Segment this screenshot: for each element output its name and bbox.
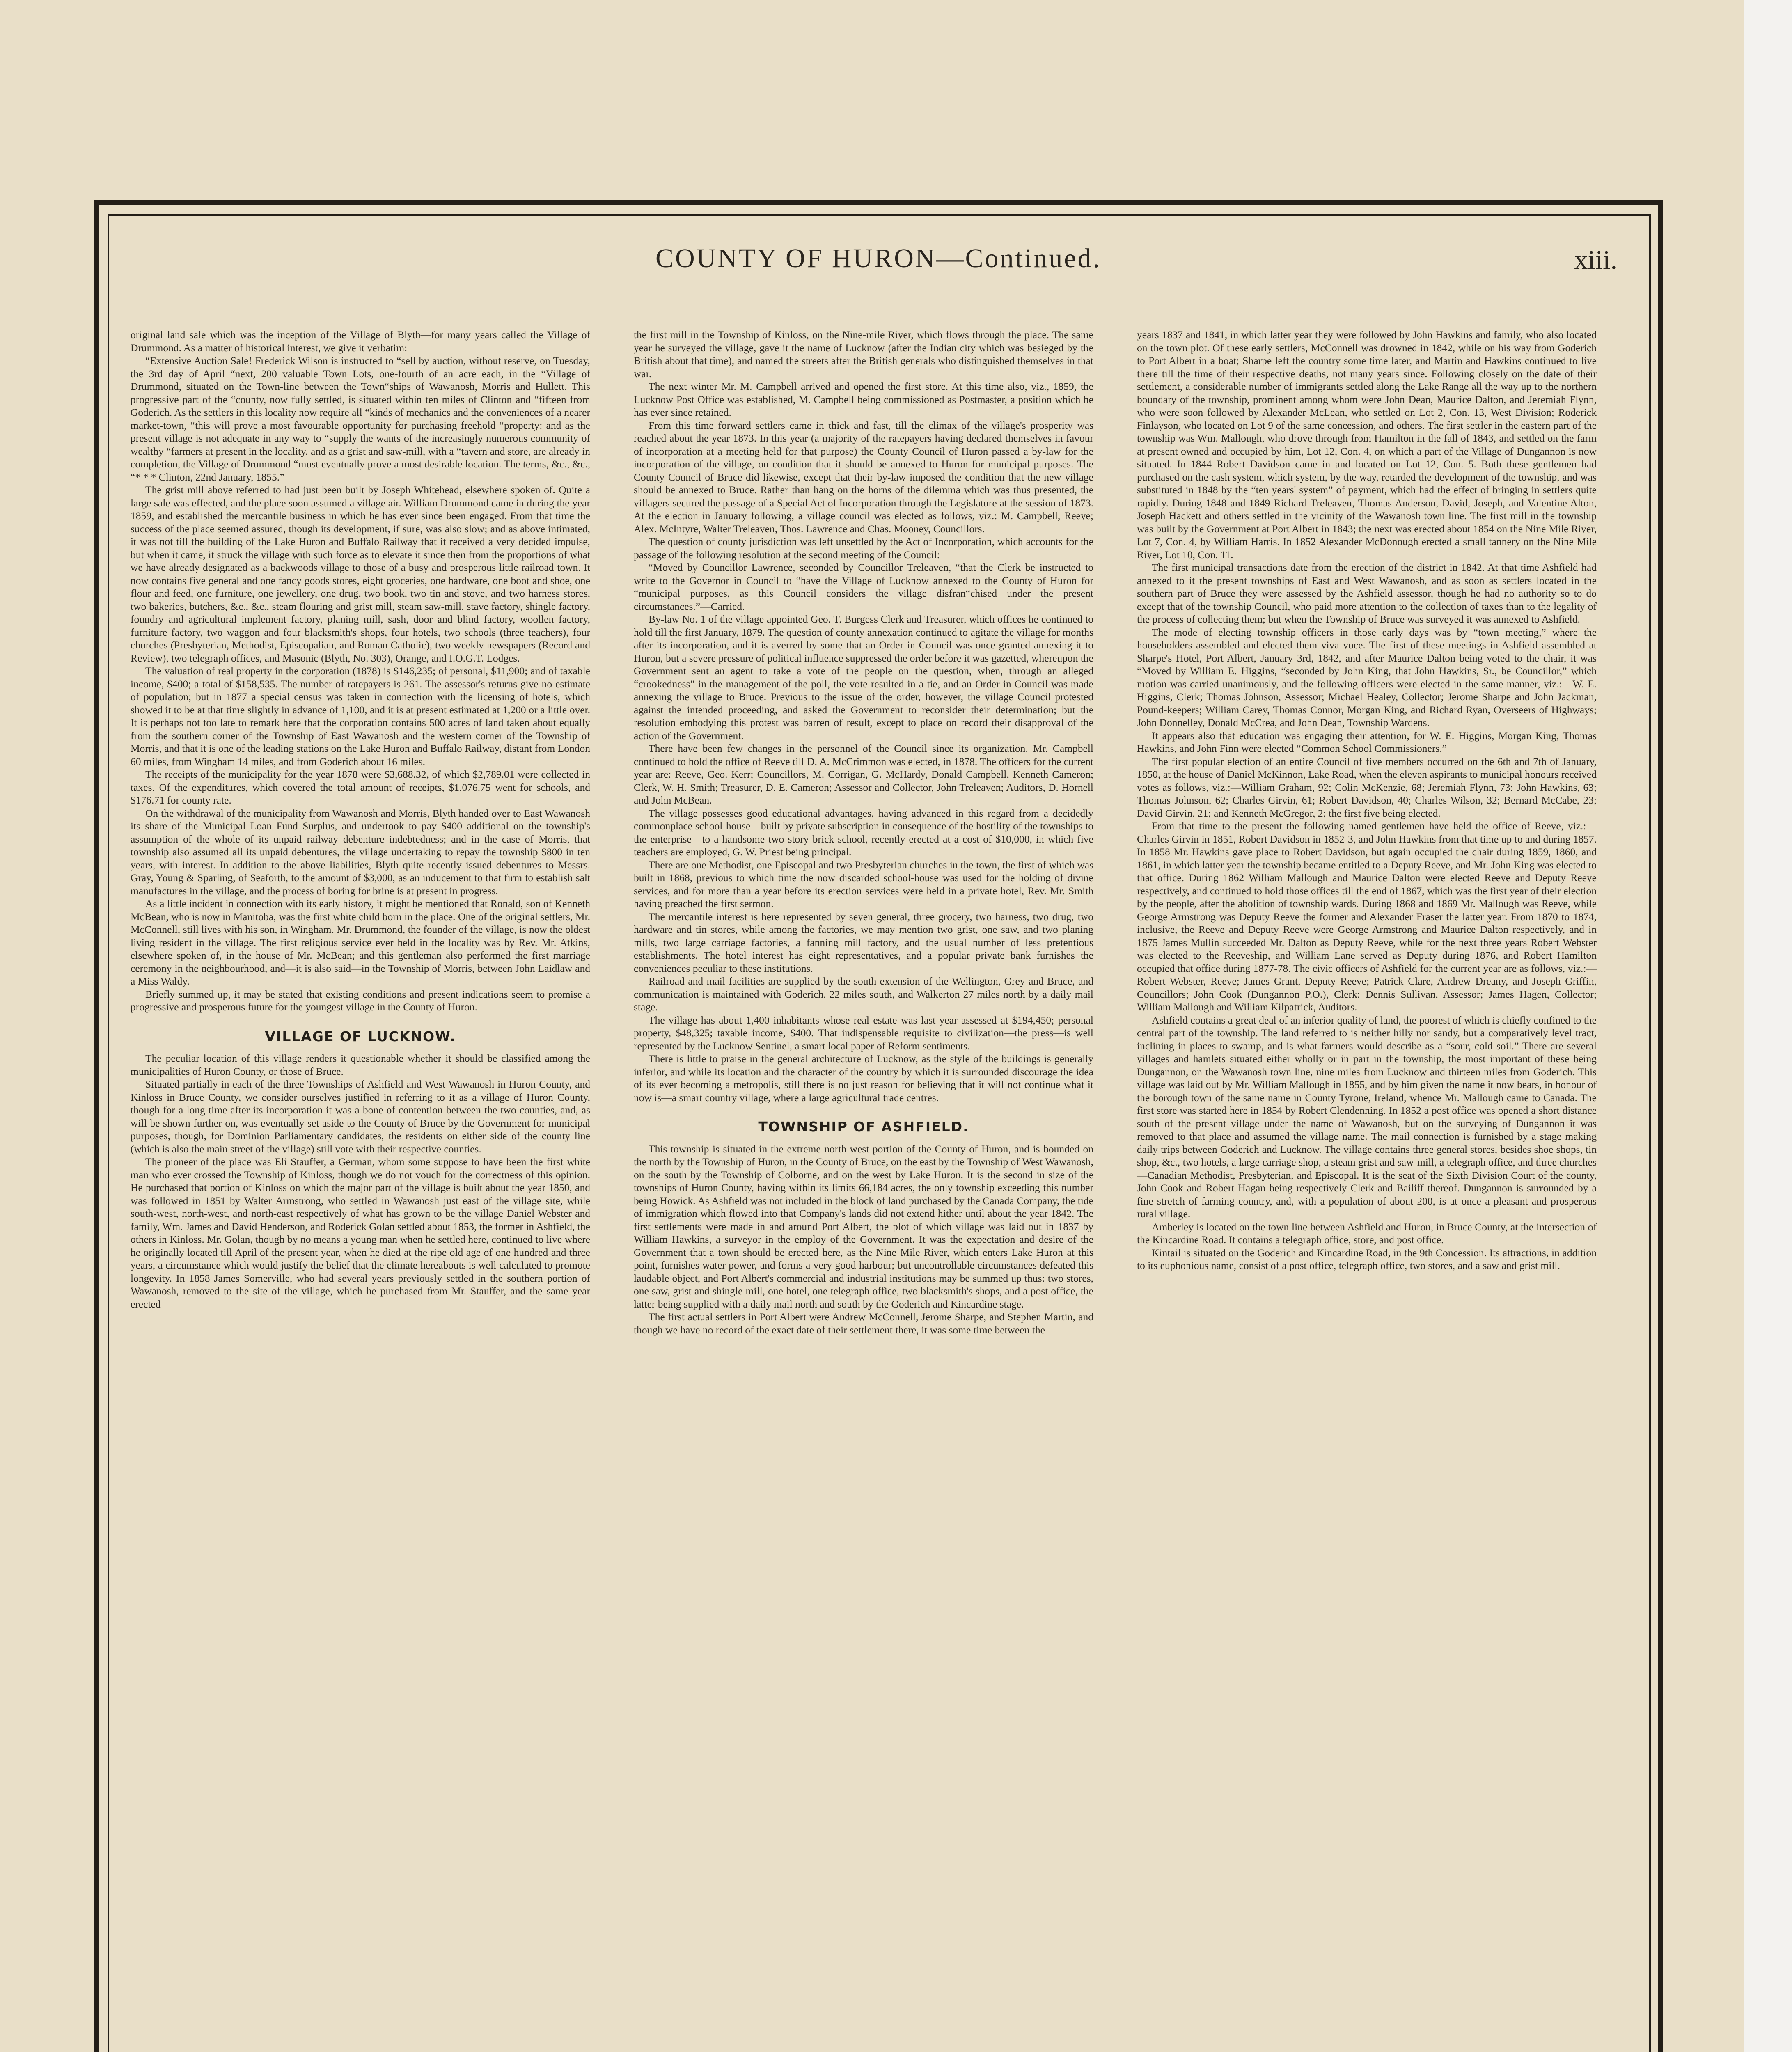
paragraph: The valuation of real property in the corporation (1878) is $146,235; of personal, $11,900; and of taxable income, $400; a total of $158,535. The number of ratepayers is 261. The assessor's returns give no estimate of population; but in 1877 a special census was taken in connection with the licensing of hotels, which showed it to be at that time slightly in advance of 1,100, and it is at present estimated at 1,200 or a little over. It is perhaps not too late to remark here that the corporation contains 500 acres of land taken about equally from the southern corner of the Township of East Wawanosh and the western corner of the Township of Morris, and that it is one of the leading stations on the Lake Huron and Buffalo Railway, distant from London 60 miles, from Wingham 14 miles, and from Goderich about 16 miles. <box>131 665 590 767</box>
paragraph: From this time forward settlers came in thick and fast, till the climax of the village's prosperity was reached about the year 1873. In this year (a majority of the ratepayers having declared themselves in favour of incorporation at a meeting held for that purpose) the County Council of Huron passed a by-law for the incorporation of the village, on condition that it should be annexed to Huron for municipal purposes. The County Council of Bruce did likewise, except that their by-law imposed the condition that the new village should be annexed to Bruce. Rather than hang on the horns of the dilemma which was thus presented, the villagers secured the passage of a Special Act of Incorporation through the Legislature at the session of 1873. At the election in January following, a village council was elected as follows, viz.: M. Campbell, Reeve; Alex. McIntyre, Walter Treleaven, Thos. Lawrence and Chas. Mooney, Councillors. <box>634 419 1093 535</box>
section-heading-ashfield: TOWNSHIP OF ASHFIELD. <box>758 1119 969 1135</box>
paragraph: The next winter Mr. M. Campbell arrived and opened the first store. At this time also, viz., 1859, the Lucknow Post Office was established, M. Campbell being commissioned as Postmaster, a position which he has ever since retained. <box>634 380 1093 418</box>
text-column-3 <box>1137 328 1597 2048</box>
paragraph: “Moved by Councillor Lawrence, seconded by Councillor Treleaven, “that the Clerk be instructed to write to the Governor in Council to “have the Village of Lucknow annexed to the County of Huron for “municipal purposes, as this Council considers the village disfran“chised under the present circumstances.”—Carried. <box>634 561 1093 612</box>
paragraph: The mode of electing township officers in those early days was by “town meeting,” where the householders assembled and elected them viva voce. The first of these meetings in Ashfield assembled at Sharpe's Hotel, Port Albert, January 3rd, 1842, and after Maurice Dalton being voted to the chair, it was “Moved by William E. Higgins, “seconded by John King, that John Hawkins, Sr., be Councillor,” which motion was carried unanimously, and the following officers were elected in the same manner, viz.:—W. E. Higgins, Clerk; Thomas Johnson, Assessor; Michael Healey, Collector; Jerome Sharpe and John Jackman, Pound-keepers; William Carey, Thomas Connor, Morgan King, and Richard Ryan, Overseers of Highways; John Donnelley, Donald McCrea, and John Dean, Township Wardens. <box>1137 626 1597 728</box>
paragraph: On the withdrawal of the municipality from Wawanosh and Morris, Blyth handed over to East Wawanosh its share of the Municipal Loan Fund Surplus, and undertook to pay $400 additional on the township's assumption of the whole of its unpaid railway debenture indebtedness; and in the case of Morris, that township also assumed all its unpaid debentures, the village undertaking to repay the township $800 in ten years, with interest. In addition to the above liabilities, Blyth quite recently issued debentures to Messrs. Gray, Young & Sparling, of Seaforth, to the amount of $3,000, as an inducement to that firm to establish salt manufactures in the village, and the process of boring for brine is at present in progress. <box>131 807 590 897</box>
paragraph: There are one Methodist, one Episcopal and two Presbyterian churches in the town, the first of which was built in 1868, previous to which time the now discarded school-house was used for the holding of divine services, and for more than a year before its erection services were held in a private hotel, Rev. Mr. Smith having preached the first sermon. <box>634 859 1093 909</box>
paragraph: Kintail is situated on the Goderich and Kincardine Road, in the 9th Concession. Its attractions, in addition to its euphonious name, consist of a post office, telegraph office, two stores, and a saw and grist mill. <box>1137 1246 1597 1271</box>
paragraph: As a little incident in connection with its early history, it might be mentioned that Ronald, son of Kenneth McBean, who is now in Manitoba, was the first white child born in the place. One of the original settlers, Mr. McConnell, still lives with his son, in Wingham. Mr. Drummond, the founder of the village, is now the oldest living resident in the village. The first religious service ever held in the locality was by Rev. Mr. Atkins, elsewhere spoken of, in the house of Mr. McBean; and this gentleman also performed the first marriage ceremony in the neighbourhood, and—it is also said—in the Township of Morris, between John Laidlaw and a Miss Waldy. <box>131 898 590 987</box>
paragraph: The grist mill above referred to had just been built by Joseph Whitehead, elsewhere spoken of. Quite a large sale was effected, and the place soon assumed a village air. William Drummond came in during the year 1859, and established the mercantile business in which he has ever since been engaged. From that time the success of the place seemed assured, though its development, if sure, was also slow; and as above intimated, it was not till the building of the Lake Huron and Buffalo Railway that it received a very decided impulse, but when it came, it struck the village with such force as to elevate it since then from the proportions of what we have already designated as a backwoods village to those of a busy and prosperous little railroad town. It now contains five general and one fancy goods stores, eight groceries, one hardware, one boot and shoe, one flour and feed, one furniture, one jewellery, one drug, two book, two tin and stove, and two harness stores, two bakeries, butchers, &c., &c., steam flouring and grist mill, steam saw-mill, stave factory, shingle factory, foundry and agricultural implement factory, planing mill, sash, door and blind factory, woollen factory, furniture factory, two waggon and four blacksmith's shops, four hotels, two schools (three teachers), four churches (Presbyterian, Methodist, Episcopalian, and Roman Catholic), two weekly newspapers (Record and Review), two telegraph offices, and Masonic (Blyth, No. 303), Orange, and I.O.G.T. Lodges. <box>131 484 590 664</box>
paragraph: The receipts of the municipality for the year 1878 were $3,688.32, of which $2,789.01 were collected in taxes. Of the expenditures, which covered the total amount of receipts, $1,076.75 went for schools, and $176.71 for county rate. <box>131 768 590 806</box>
paragraph: From that time to the present the following named gentlemen have held the office of Reeve, viz.:—Charles Girvin in 1851, Robert Davidson in 1852-3, and John Hawkins from that time up to and during 1857. In 1858 Mr. Hawkins gave place to Robert Davidson, but again occupied the chair during 1859, 1860, and 1861, in which latter year the township became entitled to a Deputy Reeve, and Mr. John King was elected to that office. During 1862 William Mallough and Maurice Dalton were elected Reeve and Deputy Reeve respectively, and continued to hold those offices till the end of 1867, which was the first year of their election by the people, after the abolition of township wards. During 1868 and 1869 Mr. Mallough was Reeve, while George Armstrong was Deputy Reeve the former and Alexander Fraser the latter year. From 1870 to 1874, inclusive, the Reeve and Deputy Reeve were George Armstrong and Maurice Dalton respectively, and in 1875 James Mullin succeeded Mr. Dalton as Deputy Reeve, while for the next three years Robert Webster was elected to the Reeveship, and William Lane served as Deputy during 1876, and Robert Hamilton occupied that office during 1877-78. The civic officers of Ashfield for the current year are as follows, viz.:—Robert Webster, Reeve; James Grant, Deputy Reeve; Patrick Clare, Andrew Dreany, and Joseph Griffin, Councillors; John Cook (Dungannon P.O.), Clerk; Dennis Sullivan, Assessor; James Hagen, Collector; William Mallough and William Kilpatrick, Auditors. <box>1137 820 1597 1013</box>
paragraph: The first actual settlers in Port Albert were Andrew McConnell, Jerome Sharpe, and Stephen Martin, and though we have no record of the exact date of their settlement there, it was some time between the <box>634 1311 1093 1336</box>
paragraph: the first mill in the Township of Kinloss, on the Nine-mile River, which flows through the place. The same year he surveyed the village, gave it the name of Lucknow (after the Indian city which was besieged by the British about that time), and named the streets after the British generals who distinguished themselves in that war. <box>634 329 1093 380</box>
page-margin-edge <box>1744 0 1792 2052</box>
paragraph: The village has about 1,400 inhabitants whose real estate was last year assessed at $194,450; personal property, $48,325; taxable income, $400. That indispensable requisite to civilization—the press—is well represented by the Lucknow Sentinel, a smart local paper of Reform sentiments. <box>634 1014 1093 1052</box>
paragraph: Briefly summed up, it may be stated that existing conditions and present indications seem to promise a progressive and prosperous future for the youngest village in the County of Huron. <box>131 988 590 1013</box>
text-column-1 <box>131 328 590 2048</box>
paragraph: years 1837 and 1841, in which latter year they were followed by John Hawkins and family, who also located on the town plot. Of these early settlers, McConnell was drowned in 1842, while on his way from Goderich to Port Albert in a boat; Sharpe left the country some time later, and Martin and Hawkins continued to live there till the time of their respective deaths, not many years since. Following closely on the date of their settlement, a considerable number of immigrants settled along the Lake Range all the way up to the northern boundary of the township, prominent among whom were John Dean, Maurice Dalton, and Jeremiah Flynn, who were soon followed by Alexander McLean, who settled on Lot 2, Con. 13, West Division; Roderick Finlayson, who located on Lot 9 of the same concession, and others. The first settler in the eastern part of the township was Wm. Mallough, who drove through from Hamilton in the fall of 1843, and settled on the farm at present owned and occupied by him, Lot 12, Con. 4, on which a part of the Village of Dungannon is now situated. In 1844 Robert Davidson came in and located on Lot 12, Con. 5. Both these gentlemen had purchased on the cash system, which system, by the way, retarded the development of the township, and was substituted in 1848 by the “ten years' system” of payment, which had the effect of bringing in settlers quite rapidly. During 1848 and 1849 Richard Treleaven, Thomas Anderson, David, Joseph, and Valentine Alton, Joseph Hackett and others settled in the vicinity of the Wawanosh town line. The first mill in the township was built by the Government at Port Albert in 1843; the next was erected about 1854 on the Nine Mile River, Lot 7, Con. 4, by William Harris. In 1852 Alexander McDonough erected a small tannery on the Nine Mile River, Lot 10, Con. 11. <box>1137 329 1597 561</box>
paragraph: The first popular election of an entire Council of five members occurred on the 6th and 7th of January, 1850, at the house of Daniel McKinnon, Lake Road, when the eleven aspirants to municipal honours received votes as follows, viz.:—William Graham, 92; Colin McKenzie, 68; Jeremiah Flynn, 73; John Hawkins, 63; Thomas Johnson, 62; Charles Girvin, 61; Robert Davidson, 40; Charles Wilson, 32; Bernard McCabe, 23; David Girvin, 21; and Kenneth McGregor, 2; the first five being elected. <box>1137 755 1597 819</box>
paragraph: The mercantile interest is here represented by seven general, three grocery, two harness, two drug, two hardware and tin stores, while among the factories, we may mention two grist, one saw, and two planing mills, two large carriage factories, a fanning mill factory, and the usual number of less pretentious establishments. The hotel interest has eight representatives, and a popular private bank furnishes the conveniences peculiar to these institutions. <box>634 910 1093 974</box>
paragraph: Situated partially in each of the three Townships of Ashfield and West Wawanosh in Huron County, and Kinloss in Bruce County, we consider ourselves justified in referring to it as a village of Huron County, though for a long time after its incorporation it was a bone of contention between the two counties, and, as will be shown further on, was eventually set aside to the County of Bruce by the Government for municipal purposes, though, for Dominion Parliamentary candidates, the residents on either side of the county line (which is also the main street of the village) still vote with their respective counties. <box>131 1078 590 1155</box>
paragraph: Railroad and mail facilities are supplied by the south extension of the Wellington, Grey and Bruce, and communication is maintained with Goderich, 22 miles south, and Walkerton 27 miles north by a daily mail stage. <box>634 975 1093 1013</box>
paragraph: original land sale which was the inception of the Village of Blyth—for many years called the Village of Drummond. As a matter of historical interest, we give it verbatim: <box>131 329 590 354</box>
text-column-2 <box>634 328 1093 2048</box>
paragraph: Amberley is located on the town line between Ashfield and Huron, in Bruce County, at the intersection of the Kincardine Road. It contains a telegraph office, store, and post office. <box>1137 1221 1597 1246</box>
paragraph: The question of county jurisdiction was left unsettled by the Act of Incorporation, which accounts for the passage of the following resolution at the second meeting of the Council: <box>634 536 1093 561</box>
paragraph: By-law No. 1 of the village appointed Geo. T. Burgess Clerk and Treasurer, which offices he continued to hold till the first January, 1879. The question of county annexation continued to agitate the village for months after its incorporation, and it is averred by some that an Order in Council was once granted annexing it to Huron, but a severe pressure of political influence suppressed the order before it was gazetted, whereupon the Government sent an agent to take a vote of the people on the question, when, through an alleged “crookedness” in the management of the poll, the vote resulted in a tie, and an Order in Council was made annexing the village to Bruce. Previous to the issue of the order, however, the village Council protested against the intended proceeding, and asked the Government to reconsider their determination; but the resolution embodying this protest was barren of result, except to place on record their disapproval of the action of the Government. <box>634 613 1093 742</box>
page-header <box>111 242 1646 287</box>
paragraph: The pioneer of the place was Eli Stauffer, a German, whom some suppose to have been the first white man who ever crossed the Township of Kinloss, though we do not vouch for the correctness of this opinion. He purchased that portion of Kinloss on which the major part of the village is built about the year 1850, and was followed in 1851 by Walter Armstrong, who settled in Wawanosh just east of the village site, while south-west, north-west, and north-east respectively of what has grown to be the village Daniel Webster and family, Wm. James and David Henderson, and Roderick Golan settled about 1853, the former in Ashfield, the others in Kinloss. Mr. Golan, though by no means a young man when he settled here, continued to live where he originally located till April of the present year, when he died at the ripe old age of one hundred and three years, a circumstance which would justify the belief that the climate hereabouts is well calculated to promote longevity. In 1858 James Somerville, who had several years previously settled in the southern portion of Wawanosh, removed to the site of the village, which he purchased from Mr. Stauffer, and the same year erected <box>131 1156 590 1310</box>
paragraph: “Extensive Auction Sale! Frederick Wilson is instructed to “sell by auction, without reserve, on Tuesday, the 3rd day of April “next, 200 valuable Town Lots, one-fourth of an acre each, in the “Village of Drummond, situated on the Town-line between the Town“ships of Wawanosh, Morris and Hullett. This progressive part of the “county, now fully settled, is situated within ten miles of Clinton and “fifteen from Goderich. As the settlers in this locality now require all “kinds of mechanics and the conveniences of a nearer market-town, “this will prove a most favourable opportunity for purchasing freehold “property: and as the present village is not adequate in any way to “supply the wants of the increasingly numerous community of wealthy “farmers at present in the locality, and as a grist and saw-mill, with a “tavern and store, are already in completion, the Village of Drummond “must eventually prove a most desirable location. The terms, &c., &c., “* * * Clinton, 22nd January, 1855.” <box>131 355 590 483</box>
paragraph: There is little to praise in the general architecture of Lucknow, as the style of the buildings is generally inferior, and while its location and the character of the country by which it is surrounded discourage the idea of its ever becoming a metropolis, still there is no just reason for believing that it will not continue what it now is—a smart country village, where a large agricultural trade centres. <box>634 1053 1093 1104</box>
paragraph: This township is situated in the extreme north-west portion of the County of Huron, and is bounded on the north by the Township of Huron, in the County of Bruce, on the east by the Township of West Wawanosh, on the south by the Township of Colborne, and on the west by Lake Huron. It is the second in size of the townships of Huron County, having within its limits 66,184 acres, the only township exceeding this number being Howick. As Ashfield was not included in the block of land purchased by the Canada Company, the tide of immigration which flowed into that Company's lands did not extend hither until about the year 1842. The first settlements were made in and around Port Albert, the plot of which village was laid out in 1837 by William Hawkins, a surveyor in the employ of the Government. It was the expectation and desire of the Government that a town should be erected here, as the Nine Mile River, which enters Lake Huron at this point, furnishes water power, and forms a very good harbour; but uncontrollable circumstances defeated this laudable object, and Port Albert's commercial and industrial institutions may be summed up thus: two stores, one saw, grist and shingle mill, one hotel, one telegraph office, two blacksmith's shops, and a post office, the latter being supplied with a daily mail north and south by the Goderich and Kincardine stage. <box>634 1143 1093 1310</box>
paragraph: There have been few changes in the personnel of the Council since its organization. Mr. Campbell continued to hold the office of Reeve till D. A. McCrimmon was elected, in 1878. The officers for the current year are: Reeve, Geo. Kerr; Councillors, M. Corrigan, G. McHardy, Donald Campbell, Kenneth Cameron; Clerk, W. H. Smith; Treasurer, D. E. Cameron; Assessor and Collector, John Treleaven; Auditors, D. Hornell and John McBean. <box>634 742 1093 806</box>
page-number: xiii. <box>1574 245 1617 275</box>
paragraph: It appears also that education was engaging their attention, for W. E. Higgins, Morgan King, Thomas Hawkins, and John Finn were elected “Common School Commissioners.” <box>1137 729 1597 754</box>
paragraph: The peculiar location of this village renders it questionable whether it should be classified among the municipalities of Huron County, or those of Bruce. <box>131 1052 590 1077</box>
paragraph: The village possesses good educational advantages, having advanced in this regard from a decidedly commonplace school-house—built by private subscription in consequence of the hostility of the townships to the enterprise—to a handsome two story brick school, recently erected at a cost of $10,000, in which five teachers are employed, G. W. Priest being principal. <box>634 807 1093 858</box>
paragraph: Ashfield contains a great deal of an inferior quality of land, the poorest of which is chiefly confined to the central part of the township. The land referred to is neither hilly nor sandy, but a comparatively level tract, inclining in places to swamp, and is what farmers would describe as a “sour, cold soil.” There are several villages and hamlets situated either wholly or in part in the township, the most important of these being Dungannon, on the Wawanosh town line, nine miles from Lucknow and thirteen miles from Goderich. This village was laid out by Mr. William Mallough in 1855, and by him given the name it now bears, in honour of the borough town of the same name in County Tyrone, Ireland, whence Mr. Mallough came to Canada. The first store was started here in 1854 by Robert Clendenning. In 1852 a post office was opened a short distance south of the present village under the name of Wawanosh, but on the surveying of Dungannon it was removed to that place and assumed the village name. The mail connection is furnished by a stage making daily trips between Goderich and Lucknow. The village contains three general stores, besides shoe shops, tin shop, &c., two hotels, a large carriage shop, a steam grist and saw-mill, a telegraph office, and three churches—Canadian Methodist, Presbyterian, and Episcopal. It is the seat of the Sixth Division Court of the county, John Cook and Robert Hagan being respectively Clerk and Bailiff thereof. Dungannon is surrounded by a fine stretch of farming country, and, with a population of about 200, is at once a pleasant and prosperous rural village. <box>1137 1014 1597 1220</box>
page-title: COUNTY OF HURON—Continued. <box>655 243 1102 273</box>
section-heading-lucknow: VILLAGE OF LUCKNOW. <box>265 1028 456 1044</box>
paragraph: The first municipal transactions date from the erection of the district in 1842. At that time Ashfield had annexed to it the present townships of East and West Wawanosh, and as soon as settlers located in the southern part of Bruce they were assessed by the Ashfield assessor, though he had no authority so to do except that of the township Council, who paid more attention to the collection of taxes than to the legality of the process of collecting them; but when the Township of Bruce was surveyed it was annexed to Ashfield. <box>1137 561 1597 625</box>
